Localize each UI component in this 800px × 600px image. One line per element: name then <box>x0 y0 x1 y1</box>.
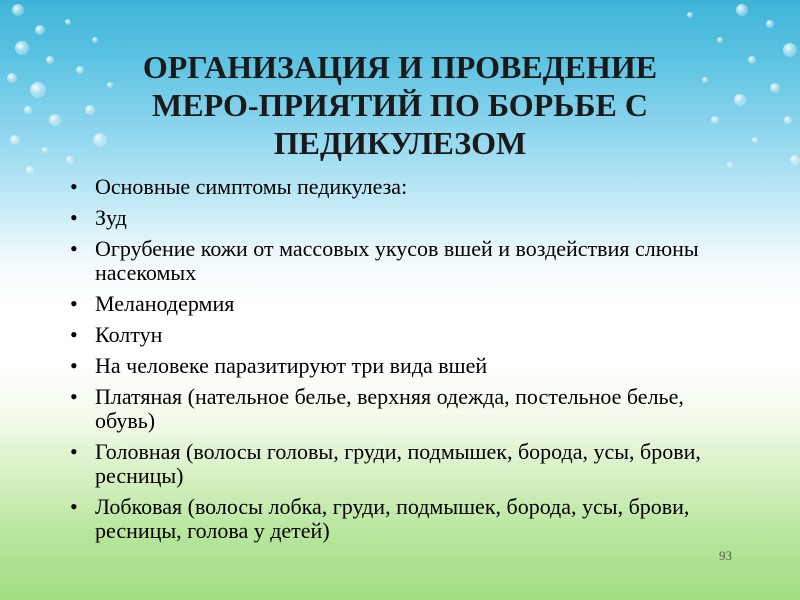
bullet-item: • Платяная (нательное белье, верхняя одежда, постельное белье, обувь) <box>70 385 720 433</box>
title-line: ПЕДИКУЛЕЗОМ <box>273 125 527 161</box>
bullet-item: • На человеке паразитируют три вида вшей <box>70 354 720 378</box>
bullet-item: • Основные симптомы педикулеза: <box>70 175 720 199</box>
slide-title <box>100 48 700 162</box>
title-line: ОРГАНИЗАЦИЯ И ПРОВЕДЕНИЕ <box>142 49 658 85</box>
bullet-item: • Головная (волосы головы, груди, подмышек, борода, усы, брови, ресницы) <box>70 440 720 488</box>
page-number: 93 <box>719 548 732 563</box>
title-line: МЕРО-ПРИЯТИЙ ПО БОРЬБЕ С <box>152 87 648 123</box>
bullet-list <box>70 175 720 550</box>
bullet-item: • Лобковая (волосы лобка, груди, подмышек, борода, усы, брови, ресницы, голова у детей) <box>70 495 720 543</box>
bullet-item: • Колтун <box>70 323 720 347</box>
bullet-item: • Огрубение кожи от массовых укусов вшей и воздействия слюны насекомых <box>70 237 720 285</box>
bullet-item: • Меланодермия <box>70 292 720 316</box>
bullet-item: • Зуд <box>70 206 720 230</box>
